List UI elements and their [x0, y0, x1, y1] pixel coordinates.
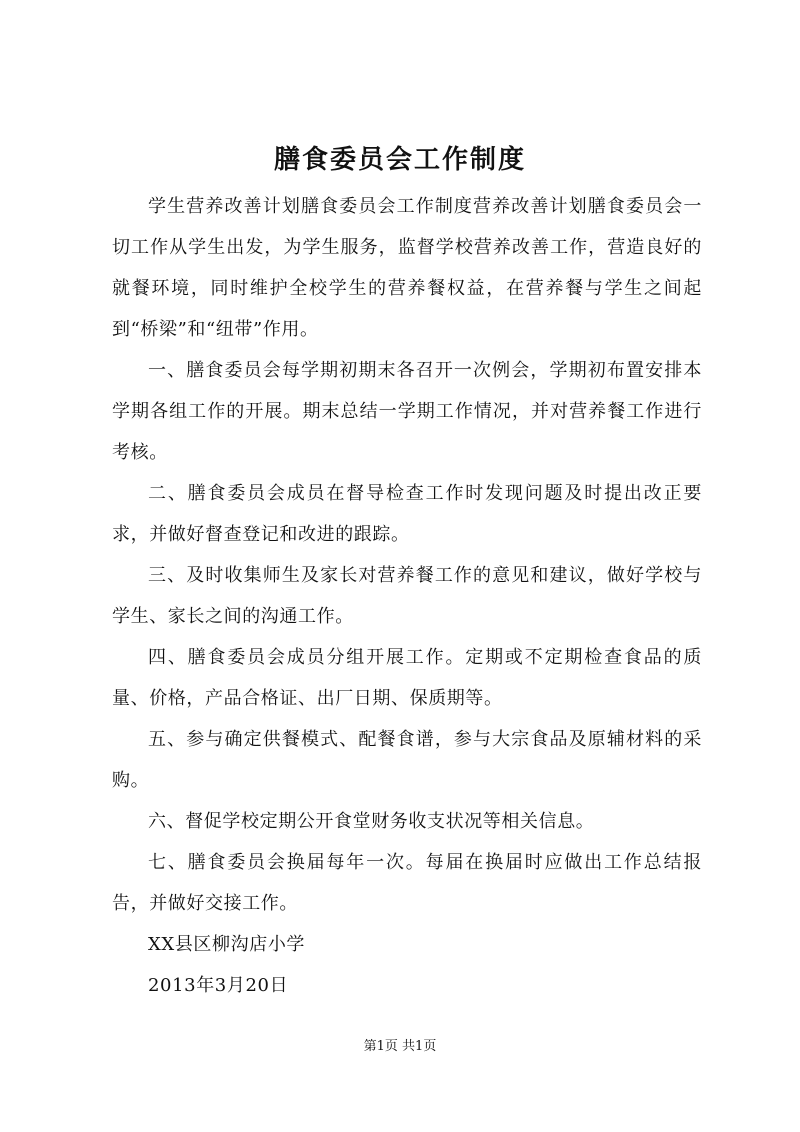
intro-paragraph: 学生营养改善计划膳食委员会工作制度营养改善计划膳食委员会一切工作从学生出发，为学生服务，监督学校营养改善工作，营造良好的就餐环境，同时维护全校学生的营养餐权益，在营养餐与学生之间起到“桥梁”和“纽带”作用。: [112, 196, 702, 340]
signature-date: 2013年3月20日: [148, 975, 289, 996]
document-title: 膳食委员会工作制度: [273, 145, 526, 175]
signature-organization: XX县区柳沟店小学: [148, 934, 306, 955]
rule-paragraph-5: 五、参与确定供餐模式、配餐食谱，参与大宗食品及原辅材料的采购。: [112, 729, 702, 791]
page-footer: 第1页 共1页: [363, 1039, 437, 1054]
rule-paragraph-3: 三、及时收集师生及家长对营养餐工作的意见和建议，做好学校与学生、家长之间的沟通工作。: [112, 565, 702, 627]
rule-paragraph-1: 一、膳食委员会每学期初期末各召开一次例会，学期初布置安排本学期各组工作的开展。期末总结一学期工作情况，并对营养餐工作进行考核。: [112, 360, 702, 463]
rule-paragraph-4: 四、膳食委员会成员分组开展工作。定期或不定期检查食品的质量、价格，产品合格证、出厂日期、保质期等。: [112, 647, 702, 709]
rule-paragraph-6: 六、督促学校定期公开食堂财务收支状况等相关信息。: [148, 811, 595, 832]
rule-paragraph-2: 二、膳食委员会成员在督导检查工作时发现问题及时提出改正要求，并做好督查登记和改进的跟踪。: [112, 483, 702, 545]
rule-paragraph-7: 七、膳食委员会换届每年一次。每届在换届时应做出工作总结报告，并做好交接工作。: [112, 852, 702, 914]
document-body: [112, 186, 702, 1006]
